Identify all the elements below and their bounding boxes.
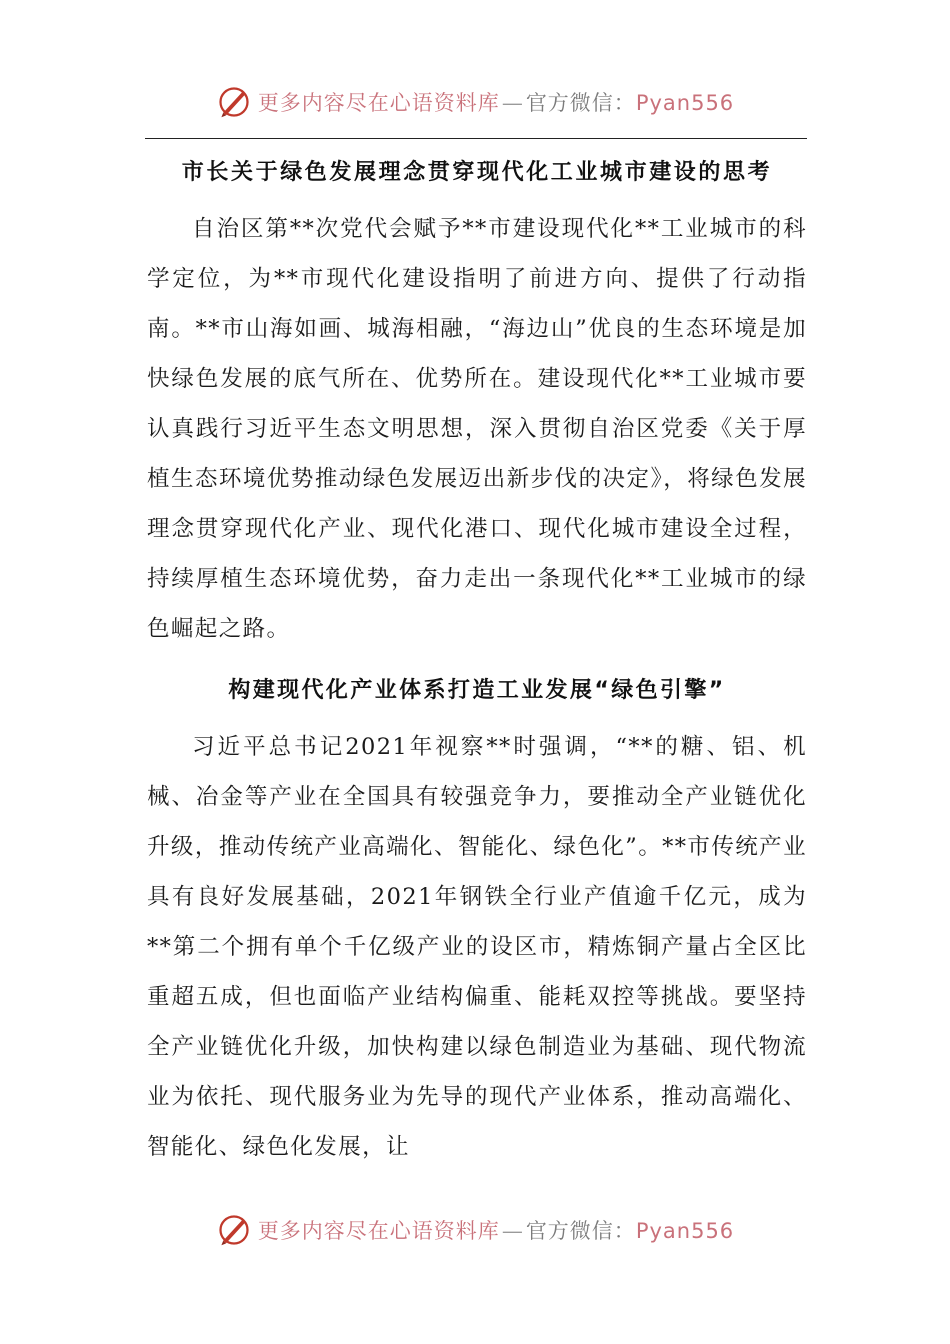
banner-wechat-id: Pyan556 bbox=[635, 91, 735, 115]
pen-logo-icon bbox=[216, 84, 252, 120]
banner-wechat-label: 官方微信： bbox=[525, 1219, 636, 1243]
banner-dash: — bbox=[501, 1219, 524, 1243]
section-paragraph: 习近平总书记2021年视察**时强调，“**的糖、铝、机械、冶金等产业在全国具有较强竞争力，要推动全产业链优化升级，推动传统产业高端化、智能化、绿色化”。**市传统产业具有良好发展基础，2021年钢铁全行业产值逾千亿元，成为**第二个拥有单个千亿级产业的设区市，精炼铜产量占全区比重超五成，但也面临产业结构偏重、能耗双控等挑战。要坚持全产业链优化升级，加快构建以绿色制造业为基础、现代物流业为依托、现代服务业为先导的现代产业体系，推动高端化、智能化、绿色化发展，让 bbox=[147, 734, 807, 1160]
banner-wechat-label: 官方微信： bbox=[525, 91, 636, 115]
header-banner bbox=[0, 82, 950, 122]
section-heading: 构建现代化产业体系打造工业发展“绿色引擎” bbox=[228, 678, 726, 703]
banner-site-text: 更多内容尽在心语资料库 bbox=[257, 91, 500, 115]
banner-wechat-id: Pyan556 bbox=[635, 1219, 735, 1243]
banner-dash: — bbox=[501, 91, 524, 115]
pen-logo-icon bbox=[216, 1212, 252, 1248]
document-body bbox=[147, 148, 807, 1172]
banner-text bbox=[258, 87, 734, 117]
document-title: 市长关于绿色发展理念贯穿现代化工业城市建设的思考 bbox=[181, 160, 773, 185]
header-rule bbox=[145, 138, 807, 139]
intro-paragraph: 自治区第**次党代会赋予**市建设现代化**工业城市的科学定位，为**市现代化建设指明了前进方向、提供了行动指南。**市山海如画、城海相融，“海边山”优良的生态环境是加快绿色发展的底气所在、优势所在。建设现代化**工业城市要认真践行习近平生态文明思想，深入贯彻自治区党委《关于厚植生态环境优势推动绿色发展迈出新步伐的决定》，将绿色发展理念贯穿现代化产业、现代化港口、现代化城市建设全过程，持续厚植生态环境优势，奋力走出一条现代化**工业城市的绿色崛起之路。 bbox=[147, 216, 807, 642]
footer-banner bbox=[0, 1210, 950, 1250]
banner-site-text: 更多内容尽在心语资料库 bbox=[257, 1219, 500, 1243]
banner-text bbox=[258, 1215, 734, 1245]
